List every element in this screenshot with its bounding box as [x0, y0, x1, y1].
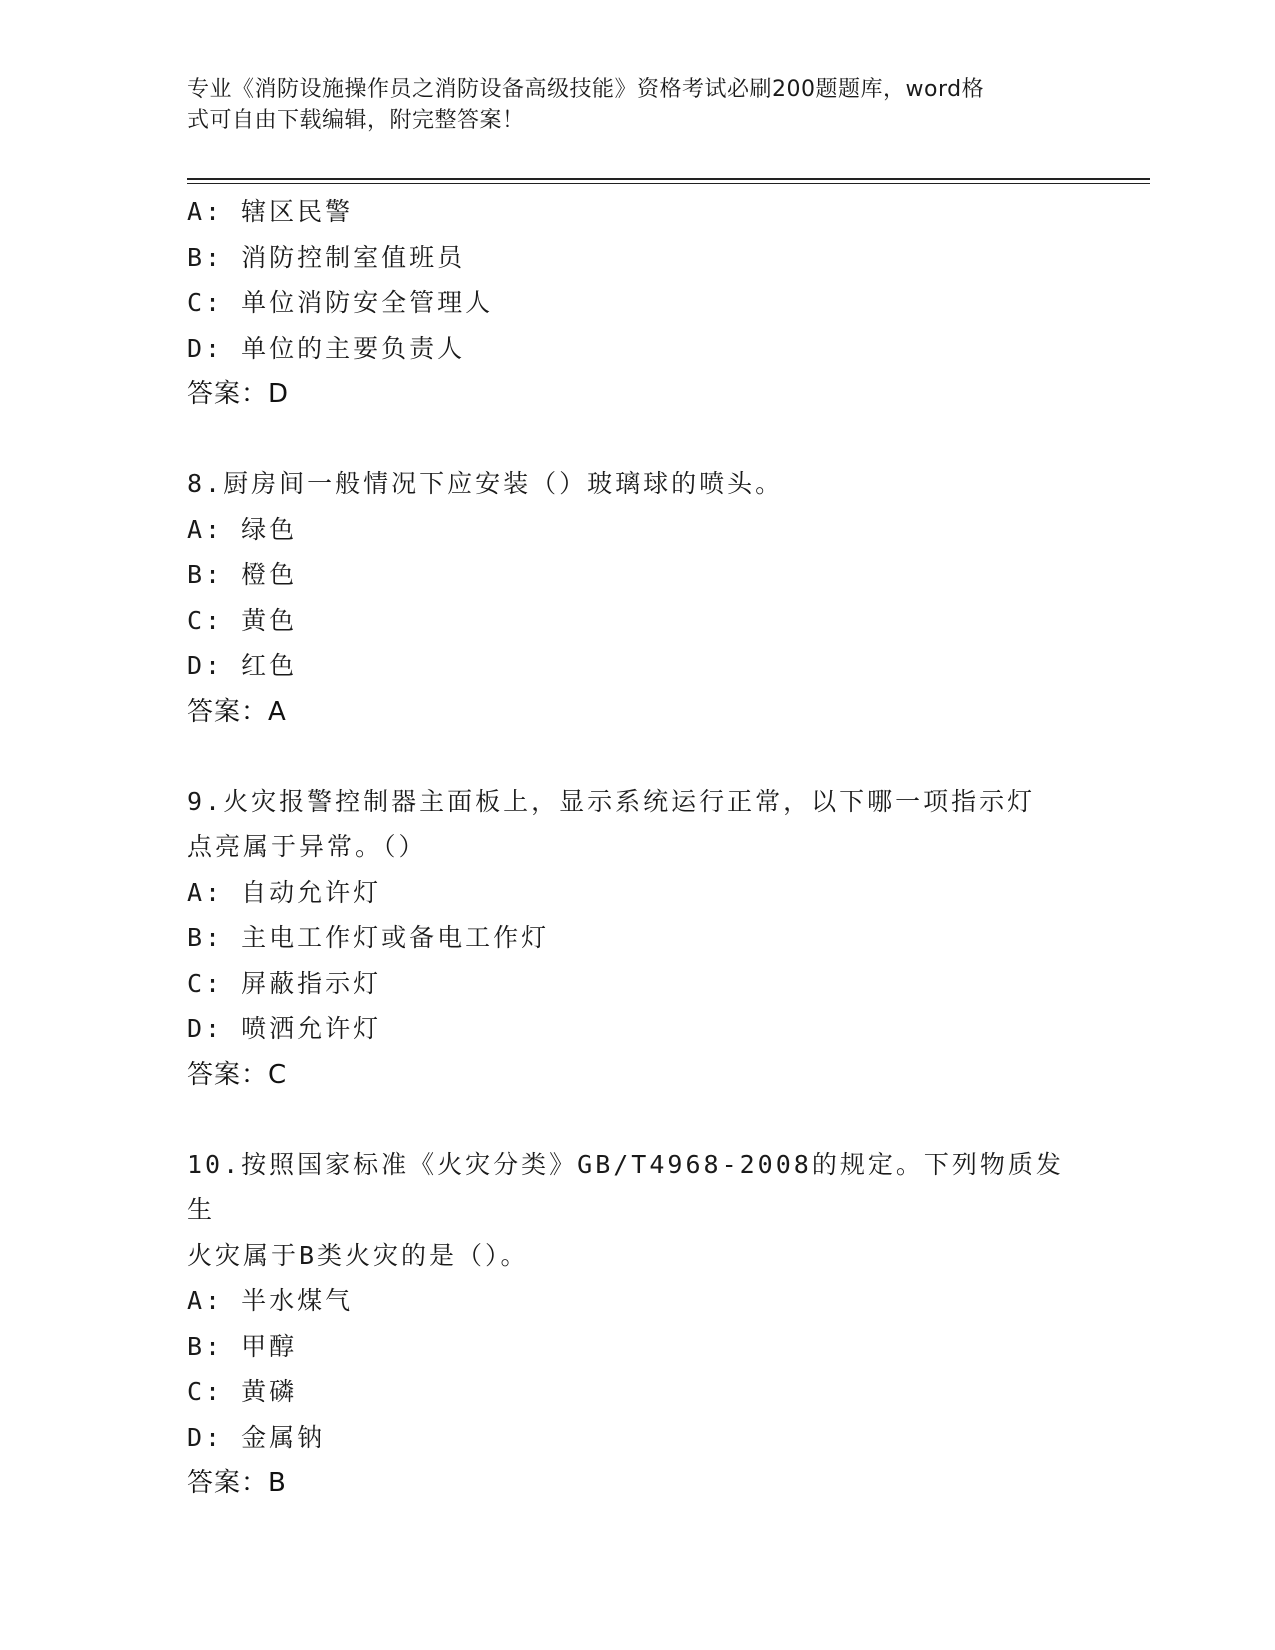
option-a: A: 辖区民警	[187, 197, 354, 226]
option-d: D: 喷洒允许灯	[187, 1014, 382, 1043]
option-d: D: 单位的主要负责人	[187, 333, 466, 363]
answer-line: 答案：C	[187, 1059, 288, 1090]
option-c: C: 黄色	[187, 605, 298, 635]
option-d: D: 红色	[187, 651, 298, 680]
option-c: C: 黄磷	[187, 1377, 298, 1406]
document-header	[187, 74, 1067, 136]
option-a: A: 绿色	[187, 514, 298, 544]
question-8	[187, 461, 1087, 735]
option-b: B: 橙色	[187, 560, 298, 589]
answer-line: 答案：D	[187, 379, 290, 409]
header-line-1: 专业《消防设施操作员之消防设备高级技能》资格考试必刷200题题库，word格	[187, 77, 985, 102]
header-line-2: 式可自由下载编辑，附完整答案！	[187, 108, 525, 133]
answer-line: 答案：A	[187, 696, 287, 727]
question-text-line: 10.按照国家标准《火灾分类》GB/T4968-2008的规定。下列物质发生	[187, 1149, 1064, 1224]
question-9	[187, 779, 1087, 1098]
answer-line: 答案：B	[187, 1468, 287, 1498]
question-text	[187, 779, 1067, 870]
question-list	[187, 189, 1087, 1506]
question-text	[187, 1142, 1067, 1279]
option-a: A: 半水煤气	[187, 1286, 354, 1315]
question-text	[187, 461, 1067, 507]
question-7-continued	[187, 189, 1087, 417]
option-d: D: 金属钠	[187, 1422, 326, 1452]
question-10	[187, 1142, 1087, 1507]
option-b: B: 消防控制室值班员	[187, 242, 466, 272]
option-c: C: 单位消防安全管理人	[187, 288, 494, 317]
option-c: C: 屏蔽指示灯	[187, 968, 382, 998]
question-text-line: 9.火灾报警控制器主面板上，显示系统运行正常，以下哪一项指示灯	[187, 786, 1036, 816]
header-divider-thick	[187, 178, 1150, 180]
option-b: B: 主电工作灯或备电工作灯	[187, 923, 550, 952]
question-text-line: 火灾属于B类火灾的是（）。	[187, 1240, 529, 1270]
option-a: A: 自动允许灯	[187, 877, 382, 907]
question-text-line: 8.厨房间一般情况下应安装（）玻璃球的喷头。	[187, 469, 784, 498]
question-text-line: 点亮属于异常。（）	[187, 832, 427, 861]
option-b: B: 甲醇	[187, 1331, 298, 1361]
header-divider-thin	[187, 183, 1150, 184]
